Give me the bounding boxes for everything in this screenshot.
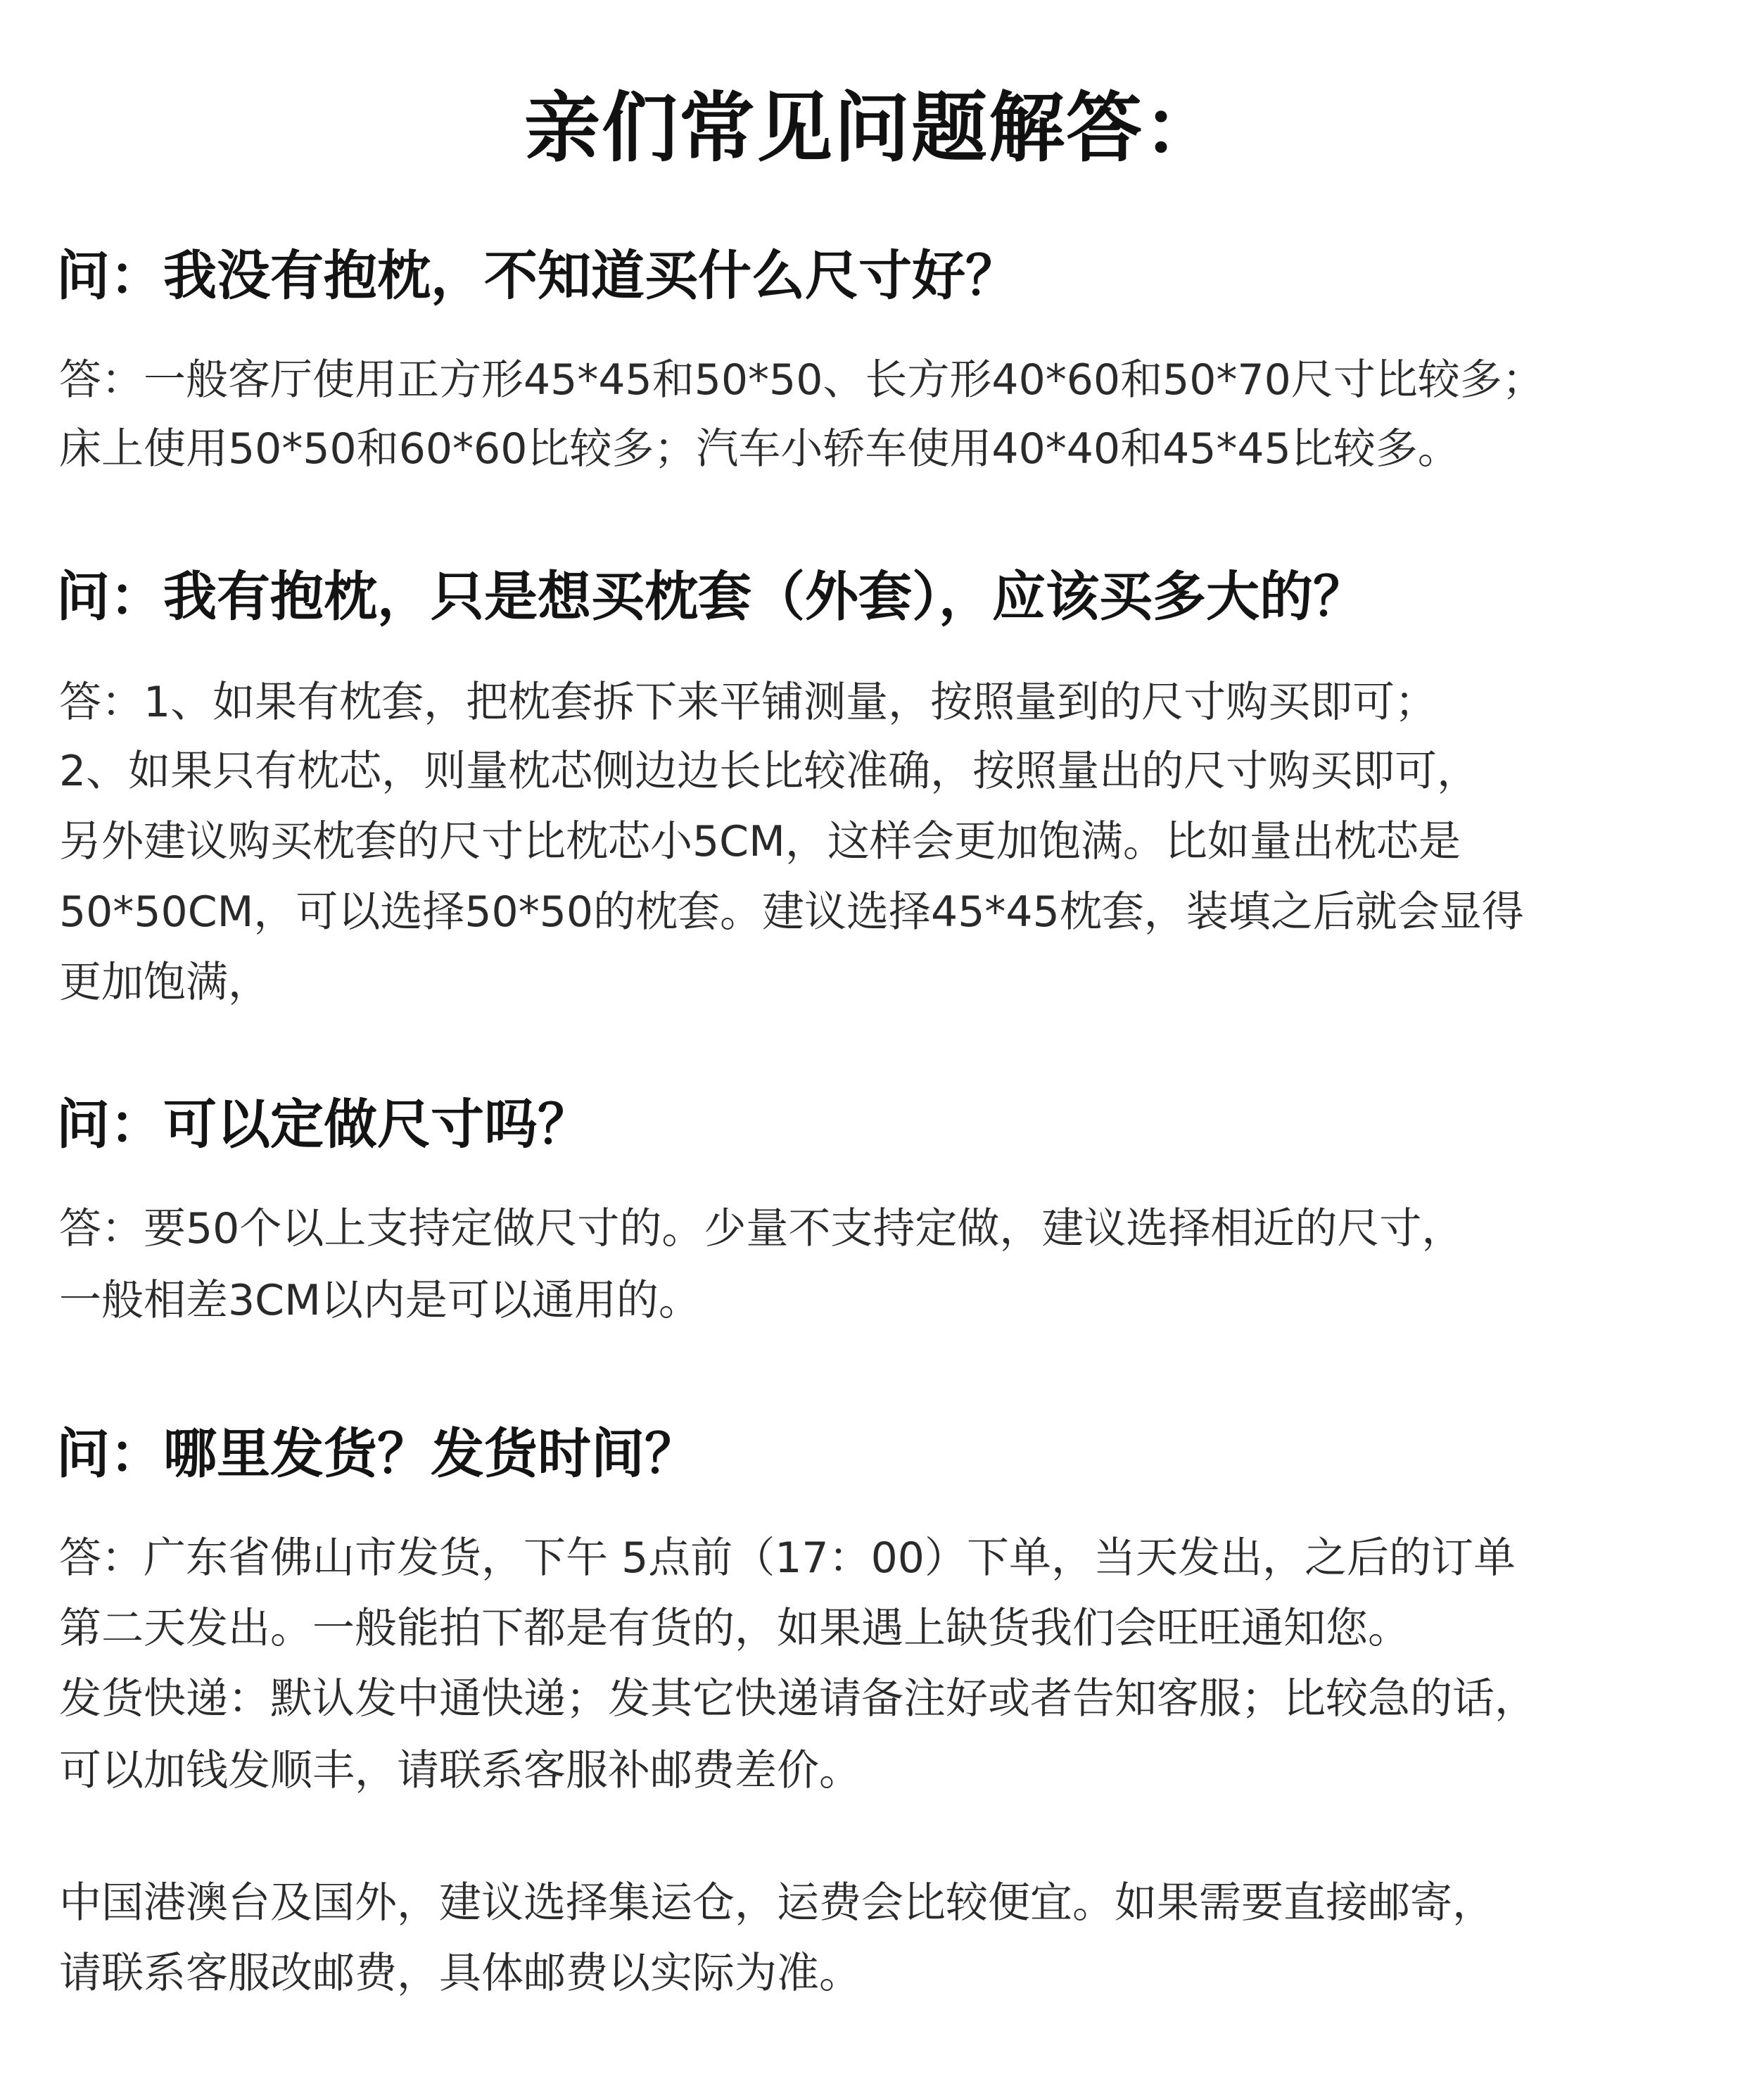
faq-answer-4-line-4: 可以加钱发顺丰，请联系客服补邮费差价。: [59, 1746, 861, 1795]
faq-answer-2-line-5: 更加饱满，: [59, 958, 270, 1007]
faq-answer-4-line-1: 答：广东省佛山市发货，下午 5点前（17：00）下单，当天发出，之后的订单: [59, 1533, 1516, 1583]
faq-answer-3-line-2: 一般相差3CM以内是可以通用的。: [59, 1276, 701, 1325]
faq-answer-1-line-1: 答：一般客厅使用正方形45*45和50*50、长方形40*60和50*70尺寸比较多；: [59, 355, 1544, 405]
faq-question-4: 问：哪里发货？发货时间？: [56, 1422, 698, 1485]
faq-question-3: 问：可以定做尺寸吗？: [56, 1093, 591, 1156]
faq-answer-3-line-1: 答：要50个以上支持定做尺寸的。少量不支持定做，建议选择相近的尺寸，: [59, 1204, 1464, 1253]
faq-answer-2-line-1: 答：1、如果有枕套，把枕套拆下来平铺测量，按照量到的尺寸购买即可；: [59, 678, 1438, 727]
faq-answer-4-line-2: 第二天发出。一般能拍下都是有货的，如果遇上缺货我们会旺旺通知您。: [59, 1604, 1410, 1653]
faq-answer-4-extra-line-2: 请联系客服改邮费，具体邮费以实际为准。: [59, 1949, 861, 1998]
faq-answer-4-extra-line-1: 中国港澳台及国外，建议选择集运仓，运费会比较便宜。如果需要直接邮寄，: [59, 1878, 1495, 1928]
faq-answer-2-line-4: 50*50CM，可以选择50*50的枕套。建议选择45*45枕套，装填之后就会显得: [59, 887, 1524, 937]
faq-answer-1-line-2: 床上使用50*50和60*60比较多；汽车小轿车使用40*40和45*45比较多。: [59, 424, 1460, 474]
page-title: 亲们常见问题解答：: [524, 84, 1221, 172]
faq-answer-4-line-3: 发货快递：默认发中通快递；发其它快递请备注好或者告知客服；比较急的话，: [59, 1674, 1537, 1723]
faq-answer-2-line-2: 2、如果只有枕芯，则量枕芯侧边边长比较准确，按照量出的尺寸购买即可，: [59, 747, 1480, 796]
faq-answer-2-line-3: 另外建议购买枕套的尺寸比枕芯小5CM，这样会更加饱满。比如量出枕芯是: [59, 817, 1461, 866]
faq-question-1: 问：我没有抱枕，不知道买什么尺寸好？: [56, 244, 1019, 307]
faq-question-2: 问：我有抱枕，只是想买枕套（外套），应该买多大的？: [56, 565, 1366, 628]
